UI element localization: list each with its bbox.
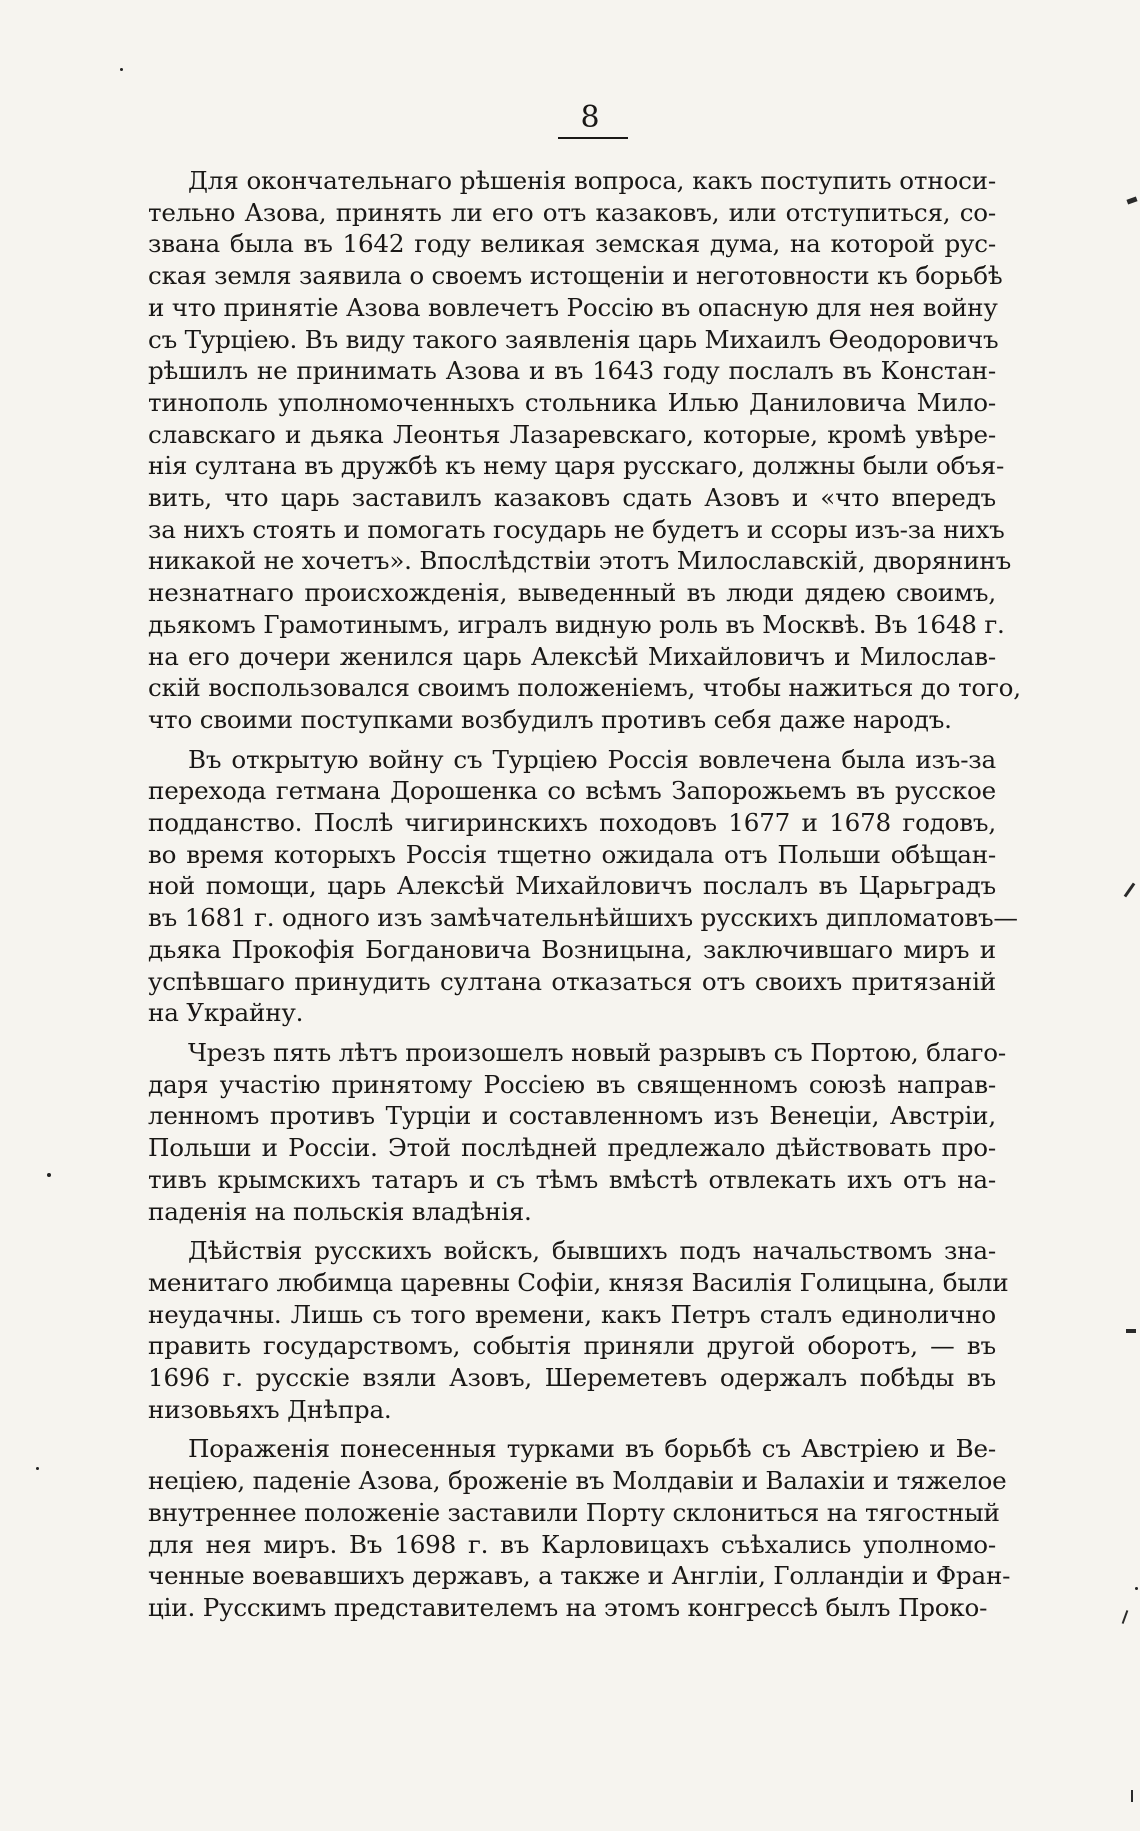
text-line: низовьяхъ Днѣпра. (148, 1394, 392, 1424)
text-line: скій воспользовался своимъ положеніемъ, чтобы нажиться до того, (148, 673, 1021, 703)
paragraph (148, 165, 1021, 736)
text-line: Дѣйствія русскихъ войскъ, бывшихъ подъ начальствомъ зна- (188, 1236, 996, 1266)
body-text (148, 165, 1021, 1624)
text-line: звана была въ 1642 году великая земская дума, на которой рус- (148, 229, 996, 259)
text-line: во время которыхъ Россія тщетно ожидала отъ Польши обѣщан- (148, 839, 996, 869)
text-line: нія султана въ дружбѣ къ нему царя русскаго, должны были объя- (148, 451, 1005, 481)
text-line: неціею, паденіе Азова, броженіе въ Молдавіи и Валахіи и тяжелое (148, 1466, 1007, 1496)
paragraph (148, 1037, 1006, 1227)
paragraph-gap (148, 736, 996, 744)
text-line: тинополь уполномоченныхъ стольника Илью Даниловича Мило- (148, 387, 996, 417)
text-line: ціи. Русскимъ представителемъ на этомъ конгрессѣ былъ Проко- (148, 1592, 988, 1622)
text-line: Для окончательнаго рѣшенія вопроса, какъ поступить относи- (188, 166, 996, 195)
text-line: неудачны. Лишь съ того времени, какъ Петръ сталъ единолично (148, 1299, 996, 1329)
scan-speck (120, 68, 123, 71)
text-line: съ Турціею. Въ виду такого заявленія царь Михаилъ Ѳеодоровичъ (148, 324, 999, 354)
text-line: никакой не хочетъ». Впослѣдствіи этотъ Милославскій, дворянинъ (148, 546, 1012, 576)
text-line: паденія на польскія владѣнія. (148, 1196, 532, 1226)
text-line: ская земля заявила о своемъ истощеніи и неготовности къ борьбѣ (148, 261, 1003, 291)
scan-speck (47, 1173, 51, 1177)
scan-edge-mark (1124, 883, 1136, 898)
text-line: внутреннее положеніе заставили Порту склониться на тягостный (148, 1497, 1000, 1527)
text-line: дьякомъ Грамотинымъ, игралъ видную роль въ Москвѣ. Въ 1648 г. (148, 609, 1005, 639)
text-line: менитаго любимца царевны Софіи, князя Василія Голицына, были (148, 1267, 1009, 1297)
text-line: тивъ крымскихъ татаръ и съ тѣмъ вмѣстѣ отвлекать ихъ отъ на- (148, 1164, 996, 1194)
text-line: Польши и Россіи. Этой послѣдней предлежало дѣйствовать про- (148, 1133, 996, 1163)
text-line: что своими поступками возбудилъ противъ себя даже народъ. (148, 704, 952, 734)
text-line: и что принятіе Азова вовлечетъ Россію въ опасную для нея войну (148, 292, 998, 322)
paragraph (148, 1433, 1011, 1623)
text-line: ченные воевавшихъ державъ, а также и Англіи, Голландіи и Фран- (148, 1561, 1011, 1591)
scan-speck (36, 1467, 39, 1470)
scan-edge-mark (1126, 196, 1137, 204)
text-line: подданство. Послѣ чигиринскихъ походовъ 1677 и 1678 годовъ, (148, 808, 996, 838)
paragraph-gap (148, 1227, 996, 1235)
text-line: 1696 г. русскіе взяли Азовъ, Шереметевъ одержалъ побѣды въ (148, 1363, 996, 1393)
text-line: Пораженія понесенныя турками въ борьбѣ съ Австріею и Ве- (188, 1434, 996, 1464)
text-line: для нея миръ. Въ 1698 г. въ Карловицахъ съѣхались уполномо- (148, 1529, 996, 1559)
paragraph-gap (148, 1029, 996, 1037)
text-line: въ 1681 г. одного изъ замѣчательнѣйшихъ русскихъ дипломатовъ— (148, 903, 1018, 933)
scan-edge-mark (1131, 1790, 1133, 1802)
text-line: Въ открытую войну съ Турціею Россія вовлечена была изъ-за (188, 744, 996, 774)
text-line: тельно Азова, принять ли его отъ казаковъ, или отступиться, со- (148, 197, 996, 227)
text-line: успѣвшаго принудить султана отказаться отъ своихъ притязаній (148, 966, 996, 996)
scan-speck (1135, 1587, 1138, 1590)
scan-edge-mark (1126, 1329, 1136, 1333)
text-line: дьяка Прокофія Богдановича Возницына, заключившаго миръ и (148, 934, 996, 964)
page-number: 8 (580, 100, 600, 135)
text-line: перехода гетмана Дорошенка со всѣмъ Запорожьемъ въ русское (148, 776, 996, 806)
text-line: за нихъ стоять и помогать государь не будетъ и ссоры изъ-за нихъ (148, 514, 1005, 544)
paragraph (148, 744, 1018, 1029)
text-line: славскаго и дьяка Леонтья Лазаревскаго, которые, кромѣ увѣре- (148, 419, 996, 449)
text-line: Чрезъ пять лѣтъ произошелъ новый разрывъ съ Портою, благо- (188, 1037, 1006, 1067)
paragraph-gap (148, 1425, 996, 1433)
text-line: ной помощи, царь Алексѣй Михайловичъ послалъ въ Царьградъ (148, 871, 996, 901)
paragraph (148, 1235, 1009, 1425)
text-line: даря участію принятому Россіею въ священномъ союзѣ направ- (148, 1069, 996, 1099)
text-line: править государствомъ, событія приняли другой оборотъ, — въ (148, 1331, 996, 1361)
text-line: рѣшилъ не принимать Азова и въ 1643 году послалъ въ Констан- (148, 356, 996, 386)
text-line: незнатнаго происхожденія, выведенный въ люди дядею своимъ, (148, 578, 996, 608)
text-line: вить, что царь заставилъ казаковъ сдать Азовъ и «что впередъ (148, 483, 996, 513)
scan-edge-mark (1122, 1610, 1129, 1624)
page-number-rule (558, 137, 628, 139)
text-line: на его дочери женился царь Алексѣй Михайловичъ и Милослав- (148, 641, 996, 671)
text-line: на Украйну. (148, 998, 304, 1028)
text-line: ленномъ противъ Турціи и составленномъ изъ Венеціи, Австріи, (148, 1101, 996, 1131)
